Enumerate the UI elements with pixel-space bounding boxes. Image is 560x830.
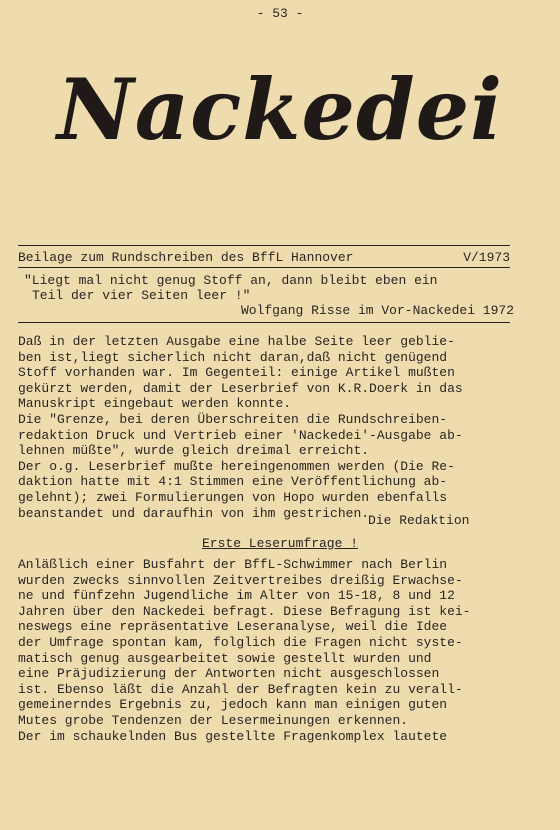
section-heading <box>0 536 560 551</box>
text-line: Mutes grobe Tendenzen der Lesermeinungen erkennen. <box>18 712 409 728</box>
epigraph-quote <box>24 273 514 318</box>
text-line: Der im schaukelnden Bus gestellte Fragenkomplex lautete <box>18 728 448 744</box>
supplement-line: Beilage zum Rundschreiben des BffL Hannover <box>18 250 354 265</box>
masthead-title: Nackedei <box>56 60 504 159</box>
supplement-header <box>18 250 510 268</box>
quote-line-1: "Liegt mal nicht genug Stoff an, dann bleibt eben ein <box>24 273 438 288</box>
text-line: redaktion Druck und Vertrieb einer 'Nackedei'-Ausgabe ab- <box>18 427 463 443</box>
editorial-signature: Die Redaktion <box>368 513 470 528</box>
text-line: Die "Grenze, bei deren Überschreiten die Rundschreiben- <box>18 411 448 427</box>
text-line: eine Präjudizierung der Antworten nicht ausgeschlossen <box>18 666 440 682</box>
text-line: Manuskript eingebaut werden konnte. <box>18 396 292 412</box>
quote-line-2: Teil der vier Seiten leer !" <box>32 288 251 303</box>
text-line: ne und fünfzehn Jugendliche im Alter von 15-18, 8 und 12 <box>18 588 455 604</box>
quote-rule <box>18 322 510 323</box>
text-line: daktion hatte mit 4:1 Stimmen eine Veröffentlichung ab- <box>18 474 448 490</box>
text-line: neswegs eine repräsentative Leseranalyse, weil die Idee <box>18 619 448 635</box>
text-line: gelehnt); zwei Formulierungen von Hopo wurden ebenfalls <box>18 489 448 505</box>
quote-attribution: Wolfgang Risse im Vor-Nackedei 1972 <box>240 303 514 318</box>
editorial-text <box>18 334 518 521</box>
issue-number: V/1973 <box>463 250 510 265</box>
text-line: gekürzt werden, damit der Leserbrief von K.R.Doerk in das <box>18 380 463 396</box>
text-line: lehnen müßte", wurde gleich dreimal erreicht. <box>18 443 370 459</box>
text-line: wurden zwecks sinnvollen Zeitvertreibes dreißig Erwachse- <box>18 572 463 588</box>
text-line: Daß in der letzten Ausgabe eine halbe Seite leer geblie- <box>18 334 455 349</box>
page-number: - 53 - <box>256 6 304 21</box>
text-line: Stoff vorhanden war. Im Gegenteil: einige Artikel mußten <box>18 365 455 381</box>
text-line: matisch genug ausgearbeitet sowie gestellt wurden und <box>18 650 432 666</box>
text-line: Anläßlich einer Busfahrt der BffL-Schwimmer nach Berlin <box>18 557 448 572</box>
text-line: ben ist,liegt sicherlich nicht daran,daß nicht genügend <box>18 349 448 365</box>
header-rule <box>18 245 510 246</box>
text-line: ist. Ebenso läßt die Anzahl der Befragten kein zu verall- <box>18 681 463 697</box>
text-line: der Umfrage spontan kam, folglich die Fragen nicht syste- <box>18 634 463 650</box>
text-line: beanstandet und daraufhin von ihm gestrichen. <box>18 505 370 521</box>
text-line: gemeinerndes Ergebnis zu, jedoch kann man einigen guten <box>18 697 448 713</box>
text-line: Der o.g. Leserbrief mußte hereingenommen werden (Die Re- <box>18 458 455 474</box>
section-title: Erste Leserumfrage ! <box>201 536 359 551</box>
survey-text <box>18 557 518 744</box>
text-line: Jahren über den Nackedei befragt. Diese Befragung ist kei- <box>18 603 471 619</box>
